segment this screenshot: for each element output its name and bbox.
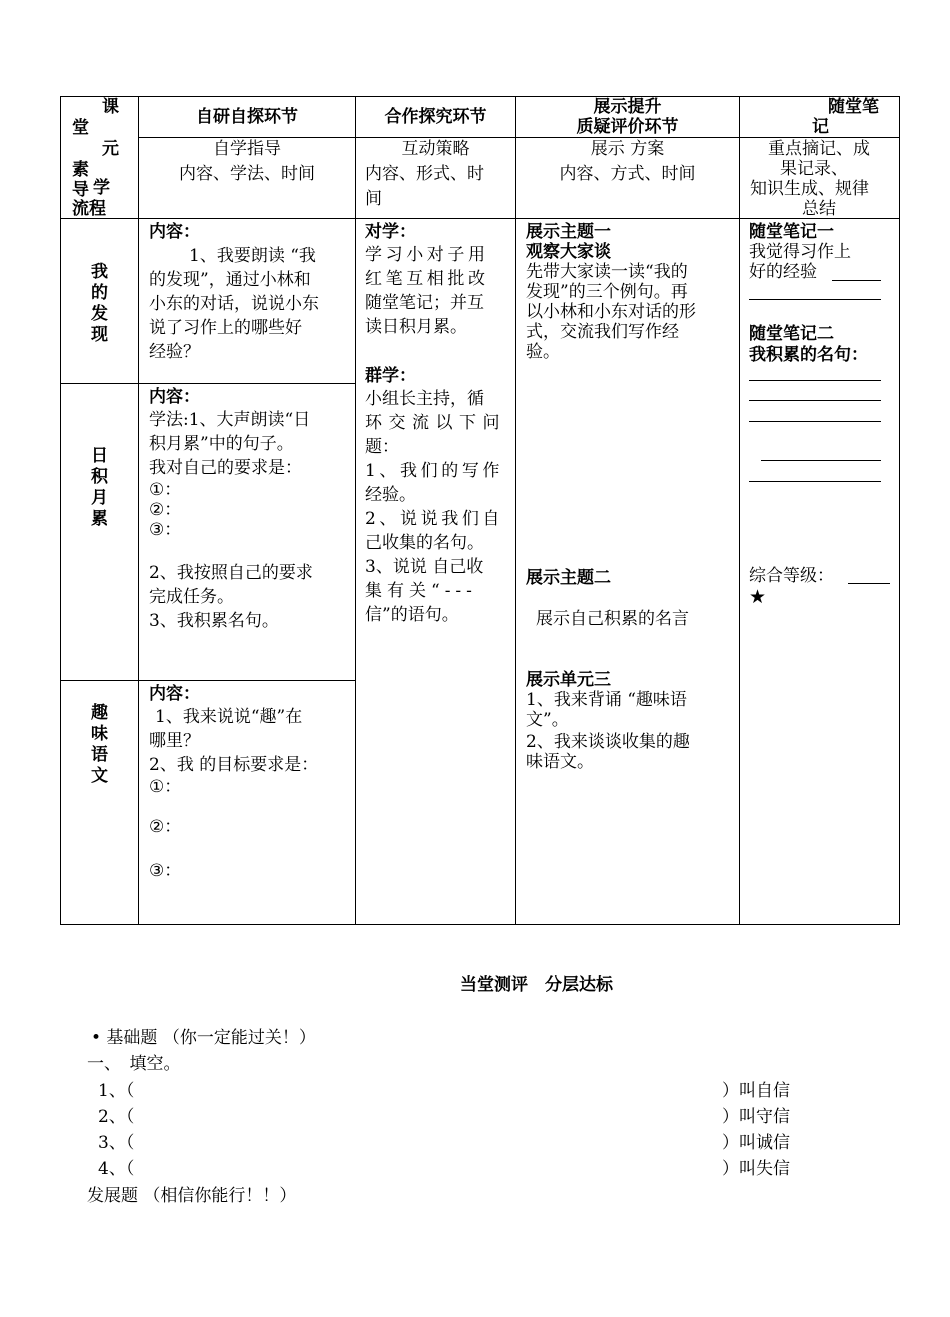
content-line: 验。	[526, 342, 560, 362]
content-line: ③：	[149, 861, 182, 881]
subheader-strategy-detail: 内容、形式、时	[365, 164, 484, 184]
header-notes: 随堂笔	[828, 97, 879, 117]
row-label-char: 的	[91, 283, 108, 303]
grade-label: 综合等级：	[749, 566, 834, 586]
corner-text: 流程	[72, 199, 106, 219]
content-line: 题：	[365, 437, 399, 457]
corner-text: 课	[102, 97, 119, 117]
content-line: 的发现”，通过小林和	[149, 270, 311, 290]
content-title: 随堂笔记二	[749, 324, 834, 344]
quiz-item-tail: ）叫失信	[722, 1159, 790, 1179]
content-title: 群学：	[365, 366, 416, 386]
header-presentation-sub: 质疑评价环节	[576, 117, 679, 137]
content-title: 展示主题二	[526, 568, 611, 588]
quiz-item-tail: ）叫自信	[722, 1081, 790, 1101]
table-divider	[60, 218, 900, 219]
content-line: 2、说说我们自	[365, 509, 504, 529]
content-title: 展示主题一	[526, 222, 611, 242]
content-line: 展示自己积累的名言	[536, 609, 689, 629]
content-line: 哪里？	[149, 731, 200, 751]
content-line: 先带大家读一读“我的	[526, 262, 688, 282]
subheader-guide: 自学指导	[213, 139, 281, 159]
content-line: 经验。	[365, 485, 416, 505]
content-line: 味语文。	[526, 752, 594, 772]
content-line: 我对自己的要求是：	[149, 458, 302, 478]
header-presentation: 展示提升	[593, 97, 662, 117]
corner-text: 学	[93, 178, 110, 198]
answer-blank[interactable]	[749, 299, 881, 300]
subheader-notes: 知识生成、规律	[750, 179, 869, 199]
content-line: 完成任务。	[149, 587, 234, 607]
answer-blank[interactable]	[749, 380, 881, 381]
content-title: 随堂笔记一	[749, 222, 834, 242]
header-cooperation: 合作探究环节	[384, 107, 487, 127]
content-title: 我积累的名句：	[749, 345, 868, 365]
answer-blank[interactable]	[832, 280, 881, 281]
row-label-char: 味	[91, 724, 108, 744]
table-border-top	[60, 96, 900, 97]
corner-text: 导	[72, 180, 89, 200]
subheader-strategy-detail: 间	[365, 189, 382, 209]
content-line: ②：	[149, 500, 182, 520]
content-title: 观察大家谈	[526, 242, 611, 262]
content-line: 式，交流我们写作经	[526, 322, 679, 342]
corner-text: 素	[72, 160, 89, 180]
content-title: 内容：	[149, 387, 200, 407]
corner-text: 元	[102, 139, 119, 159]
row-label-char: 累	[91, 509, 108, 529]
content-line: 环交流以下问	[365, 413, 506, 433]
content-line: 小组长主持，循	[365, 389, 484, 409]
grade-blank[interactable]	[848, 583, 890, 584]
star-icon: ★	[749, 586, 767, 608]
content-line: 2、我来谈谈收集的趣	[526, 732, 690, 752]
table-divider	[355, 96, 356, 925]
content-line: 以小林和小东对话的形	[526, 302, 696, 322]
row-label-char: 我	[91, 262, 108, 282]
content-line: 文”。	[526, 710, 569, 730]
subheader-guide-detail: 内容、学法、时间	[179, 164, 315, 184]
content-line: 积月累”中的句子。	[149, 434, 294, 454]
row-label-char: 现	[91, 325, 108, 345]
quiz-title: 当堂测评 分层达标	[460, 975, 613, 995]
subheader-notes: 果记录、	[780, 159, 848, 179]
quiz-item-number: 3、（	[98, 1133, 135, 1153]
content-line: 1、我们的写作	[365, 461, 504, 481]
subheader-plan: 展示 方案	[590, 139, 665, 159]
table-border-left	[60, 96, 61, 925]
content-title: 对学：	[365, 222, 416, 242]
row-label-char: 发	[91, 304, 108, 324]
answer-blank[interactable]	[749, 400, 881, 401]
table-divider	[138, 137, 900, 138]
subheader-plan-detail: 内容、方式、时间	[559, 164, 696, 184]
content-line: 己收集的名句。	[365, 533, 484, 553]
content-line: 好的经验	[749, 262, 817, 282]
content-line: ②：	[149, 817, 182, 837]
header-notes-sub: 记	[812, 117, 829, 137]
content-line: 集有关“---	[365, 581, 477, 601]
table-divider	[515, 96, 516, 925]
advanced-heading: 发展题 （相信你能行！！）	[87, 1186, 297, 1206]
content-line: 小东的对话，说说小东	[149, 294, 319, 314]
table-divider	[739, 96, 740, 925]
content-line: 我觉得习作上	[749, 242, 851, 262]
row-label-char: 语	[91, 745, 108, 765]
content-line: 学法:1、大声朗读“日	[149, 410, 311, 430]
basic-heading: • 基础题 （你一定能过关！）	[91, 1028, 316, 1048]
quiz-item-tail: ）叫诚信	[722, 1133, 790, 1153]
content-line: 学习小对子用	[365, 245, 489, 265]
quiz-item-number: 2、（	[98, 1107, 135, 1127]
table-divider	[60, 383, 356, 384]
answer-blank[interactable]	[749, 481, 881, 482]
content-line: 随堂笔记；并互	[365, 293, 484, 313]
table-divider	[138, 96, 139, 925]
content-line: 经验？	[149, 342, 200, 362]
fill-blank-heading: 一、 填空。	[87, 1054, 181, 1074]
content-line: ①：	[149, 480, 182, 500]
content-line: 读日积月累。	[365, 317, 467, 337]
content-title: 内容：	[149, 222, 200, 242]
content-line: 红笔互相批改	[365, 269, 489, 289]
content-line: 1、我来说说“趣”在	[155, 707, 303, 727]
subheader-notes: 总结	[802, 199, 836, 219]
answer-blank[interactable]	[761, 460, 881, 461]
quiz-item-number: 1、（	[98, 1081, 135, 1101]
content-line: 3、我积累名句。	[149, 611, 279, 631]
subheader-strategy: 互动策略	[401, 139, 470, 159]
quiz-item-number: 4、（	[98, 1159, 135, 1179]
content-line: 1、我要朗读 “我	[189, 246, 316, 266]
row-label-char: 文	[91, 766, 108, 786]
content-line: 1、我来背诵 “趣味语	[526, 690, 687, 710]
row-label-char: 积	[91, 467, 108, 487]
row-label-char: 趣	[91, 703, 108, 723]
content-line: ①：	[149, 777, 182, 797]
content-title: 内容：	[149, 684, 200, 704]
row-label-char: 月	[91, 488, 108, 508]
quiz-item-tail: ）叫守信	[722, 1107, 790, 1127]
content-line: 2、我 的目标要求是：	[149, 755, 319, 775]
content-line: 信”的语句。	[365, 605, 459, 625]
content-line: 说了习作上的哪些好	[149, 318, 302, 338]
content-line: 2、我按照自己的要求	[149, 563, 313, 583]
row-label-char: 日	[91, 446, 108, 466]
content-line: 发现”的三个例句。再	[526, 282, 688, 302]
table-divider	[60, 680, 356, 681]
corner-text: 堂	[72, 118, 89, 138]
table-border-right	[899, 96, 900, 925]
answer-blank[interactable]	[749, 421, 881, 422]
content-title: 展示单元三	[526, 670, 611, 690]
subheader-notes: 重点摘记、成	[768, 139, 870, 159]
content-line: ③：	[149, 520, 182, 540]
content-line: 3、说说 自己收	[365, 557, 484, 577]
header-self-study: 自研自探环节	[196, 107, 298, 127]
table-border-bottom	[60, 924, 900, 925]
